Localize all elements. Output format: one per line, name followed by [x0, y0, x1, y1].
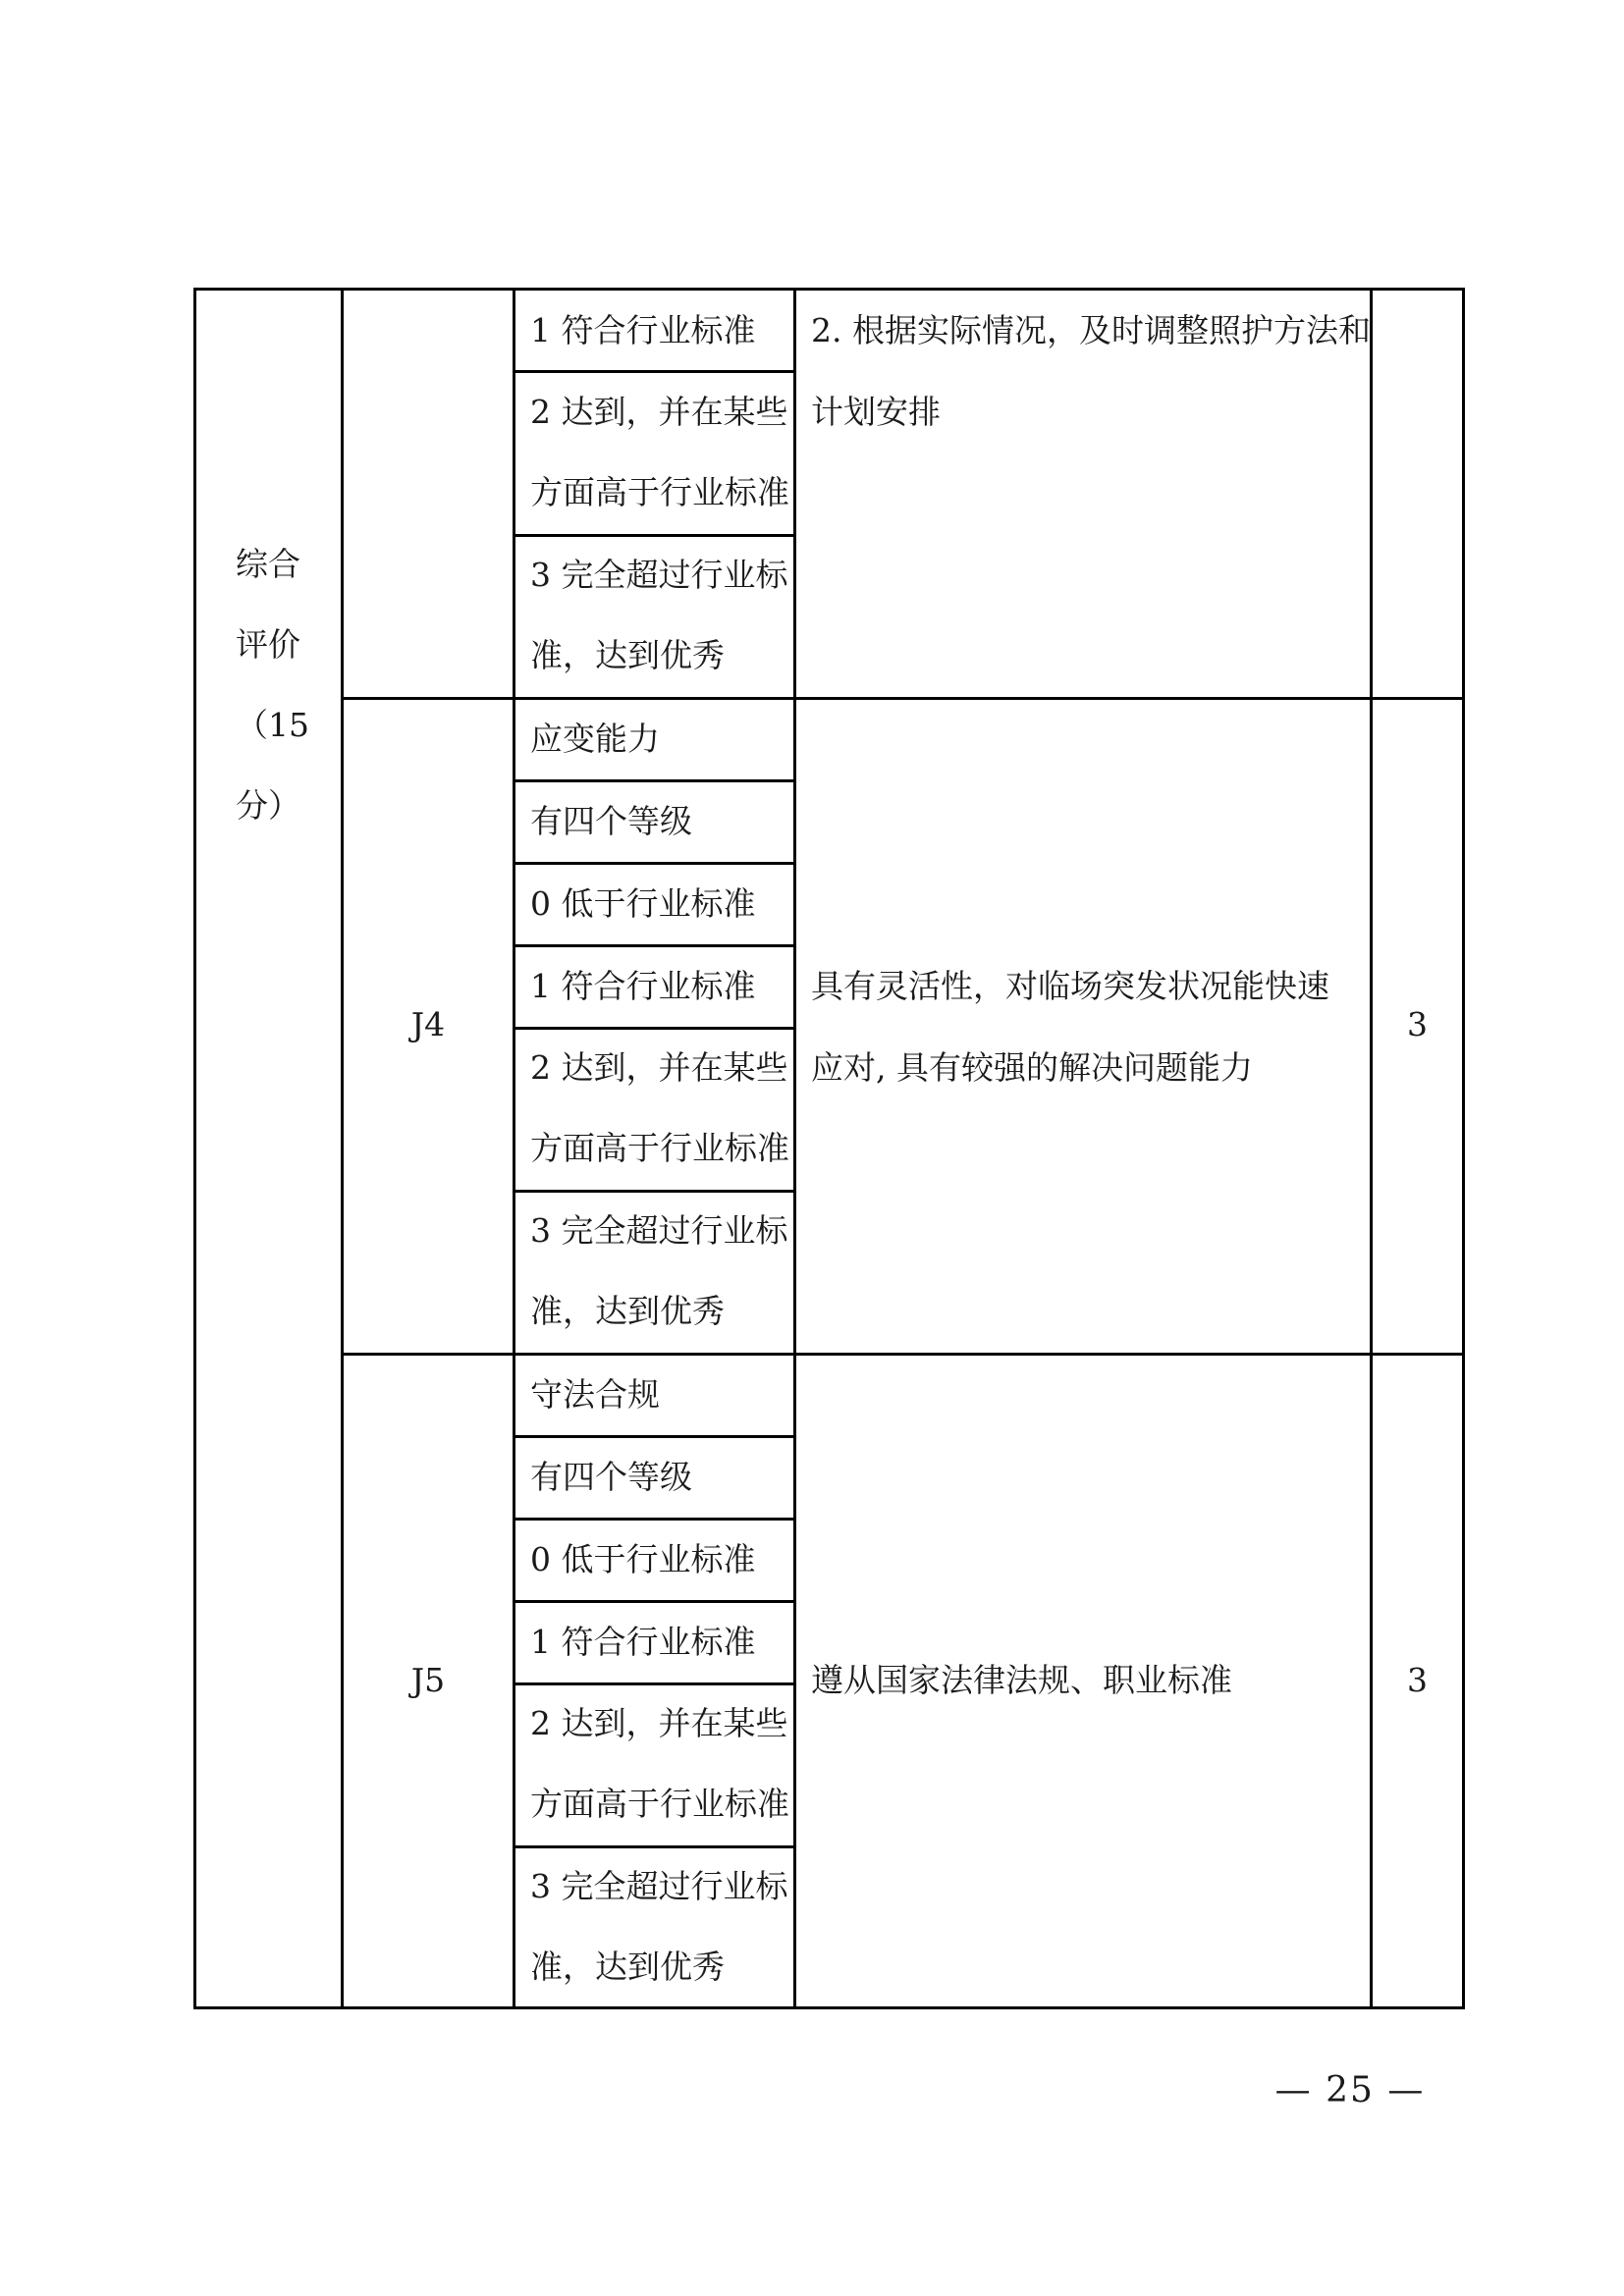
- level-cell-text: 2 达到，并在某些: [530, 1048, 788, 1087]
- description-text: 应对, 具有较强的解决问题能力: [811, 1048, 1253, 1087]
- item-title: 守法合规: [530, 1375, 660, 1414]
- level-row-separator: [513, 1518, 796, 1521]
- category-label-line1: 综合: [236, 545, 300, 583]
- level-cell-text: 准，达到优秀: [530, 1292, 725, 1330]
- description-text: 具有灵活性，对临场突发状况能快速: [811, 967, 1329, 1005]
- page-number: — 25 —: [1274, 2070, 1426, 2110]
- level-cell-text: 有四个等级: [530, 802, 692, 840]
- table-border-left: [193, 288, 196, 2009]
- category-label-line3: （15: [236, 706, 309, 744]
- level-cell-text: 2 达到，并在某些: [530, 1704, 788, 1742]
- level-row-separator: [513, 1682, 796, 1685]
- level-cell-text: 3 完全超过行业标: [530, 556, 788, 594]
- level-cell-text: 2 达到，并在某些: [530, 393, 788, 431]
- score-value: 3: [1407, 1661, 1428, 1699]
- level-row-separator: [513, 370, 796, 373]
- item-code: J4: [410, 1005, 446, 1043]
- level-cell-text: 0 低于行业标准: [530, 1540, 756, 1578]
- description-text: 计划安排: [811, 393, 941, 431]
- table-border-top: [193, 288, 1465, 291]
- level-cell-text: 1 符合行业标准: [530, 1623, 756, 1661]
- description-text: 遵从国家法律法规、职业标准: [811, 1661, 1232, 1699]
- level-row-separator: [513, 1845, 796, 1848]
- level-row-separator: [513, 779, 796, 782]
- column-border-1: [341, 288, 344, 2009]
- level-cell-text: 0 低于行业标准: [530, 884, 756, 923]
- level-row-separator: [513, 944, 796, 947]
- level-cell-text: 有四个等级: [530, 1458, 692, 1496]
- table-border-right: [1462, 288, 1465, 2009]
- level-cell-text: 3 完全超过行业标: [530, 1867, 788, 1905]
- level-row-separator: [513, 534, 796, 537]
- group-separator: [341, 1353, 1465, 1356]
- table-border-bottom: [193, 2006, 1465, 2009]
- level-row-separator: [513, 1027, 796, 1030]
- column-border-4: [1370, 288, 1373, 2009]
- description-text: 2. 根据实际情况，及时调整照护方法和: [811, 311, 1371, 349]
- column-border-2: [513, 288, 515, 2009]
- level-cell-text: 方面高于行业标准: [530, 473, 789, 511]
- level-row-separator: [513, 1190, 796, 1193]
- level-row-separator: [513, 1435, 796, 1438]
- level-row-separator: [513, 1600, 796, 1603]
- level-cell-text: 准，达到优秀: [530, 636, 725, 674]
- category-label-line2: 评价: [236, 625, 300, 664]
- level-cell-text: 准，达到优秀: [530, 1948, 725, 1986]
- column-border-3: [793, 288, 796, 2009]
- level-cell-text: 3 完全超过行业标: [530, 1211, 788, 1250]
- level-row-separator: [513, 862, 796, 865]
- level-cell-text: 方面高于行业标准: [530, 1785, 789, 1823]
- level-cell-text: 方面高于行业标准: [530, 1129, 789, 1167]
- level-cell-text: 1 符合行业标准: [530, 311, 756, 349]
- item-title: 应变能力: [530, 720, 660, 758]
- level-cell-text: 1 符合行业标准: [530, 967, 756, 1005]
- group-separator: [341, 697, 1465, 700]
- category-label-line4: 分）: [236, 786, 300, 825]
- score-value: 3: [1407, 1005, 1428, 1043]
- item-code: J5: [410, 1661, 446, 1699]
